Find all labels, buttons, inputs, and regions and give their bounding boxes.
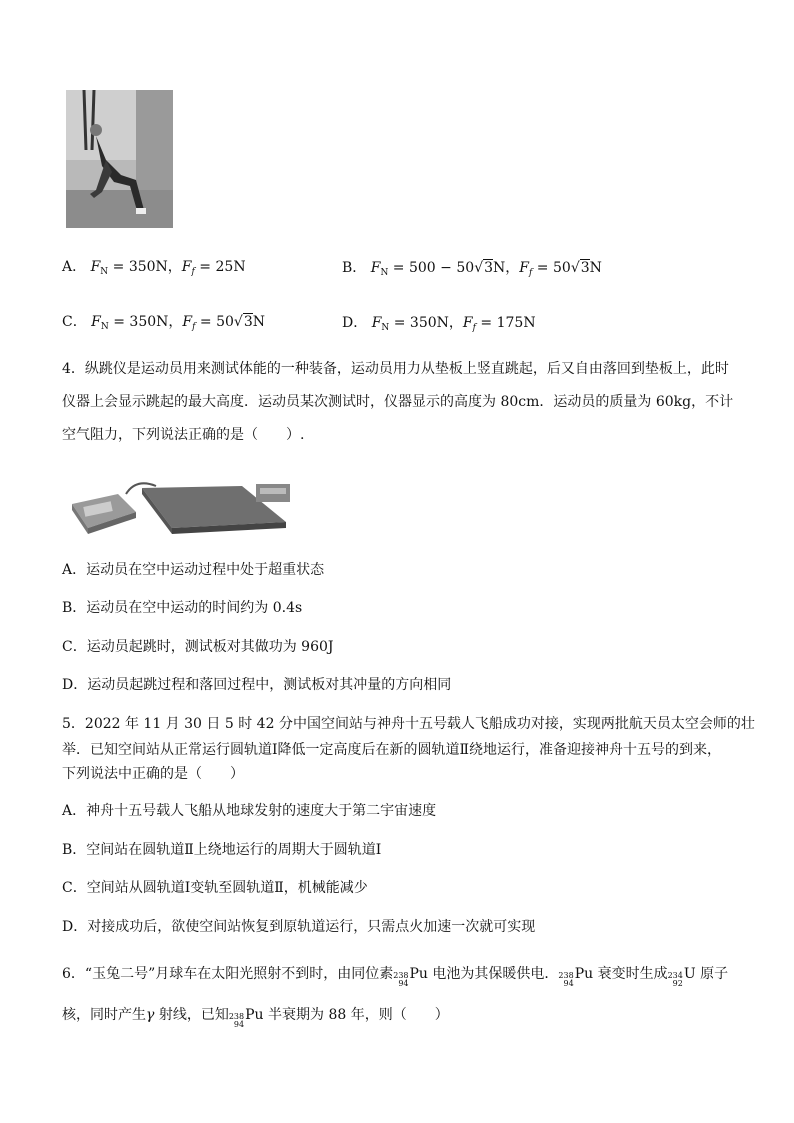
athlete-photo: [66, 90, 173, 228]
q4-option-c: C．运动员起跳时，测试板对其做功为 960J: [62, 639, 334, 655]
q4-stem-line3: 空气阻力，下列说法正确的是（ ）.: [62, 427, 305, 443]
q4-option-a: A．运动员在空中运动过程中处于超重状态: [62, 562, 325, 578]
q3-option-d: D． $F_N = 350N$，$F_f = 175N$: [342, 315, 536, 333]
q3-option-a: A． $F_N = 350N$，$F_f = 25N$: [62, 259, 246, 277]
q5-option-b: B．空间站在圆轨道Ⅱ上绕地运行的周期大于圆轨道Ⅰ: [62, 842, 382, 858]
q3-option-c: C． $F_N = 350N$，$F_f = 50√3N$: [62, 314, 266, 332]
q4-option-b: B．运动员在空中运动的时间约为 0.4s: [62, 600, 303, 616]
jump-tester-device-figure: [66, 466, 306, 546]
q4-option-d: D．运动员起跳过程和落回过程中，测试板对其冲量的方向相同: [62, 677, 452, 693]
u-nuclide-numbers: 234 92: [667, 971, 683, 988]
q5-option-c: C．空间站从圆轨道Ⅰ变轨至圆轨道Ⅱ，机械能减少: [62, 880, 368, 896]
q5-option-d: D．对接成功后，欲使空间站恢复到原轨道运行，只需点火加速一次就可实现: [62, 919, 536, 935]
q5-stem-line3: 下列说法中正确的是（ ）: [62, 766, 244, 782]
q5-option-a: A．神舟十五号载人飞船从地球发射的速度大于第二宇宙速度: [62, 803, 437, 819]
q3-option-b: B． $F_N = 500 - 50√3N$，$F_f = 50√3N$: [342, 260, 602, 278]
q5-stem-line2: 举．已知空间站从正常运行圆轨道Ⅰ降低一定高度后在新的圆轨道Ⅱ绕地运行，准备迎接神舟十五号的到来，: [62, 742, 722, 758]
q6-stem-line2: 核，同时产生γ 射线，已知 238 94 Pu 半衰期为 88 年，则（ ）: [62, 1007, 449, 1029]
pu-nuclide-numbers: 238 94: [393, 971, 409, 988]
q5-stem-line1: 5．2022 年 11 月 30 日 5 时 42 分中国空间站与神舟十五号载人飞船成功对接，实现两批航天员太空会师的壮: [62, 716, 755, 732]
q4-stem-line2: 仪器上会显示跳起的最大高度．运动员某次测试时，仪器显示的高度为 80cm．运动员的质量为 60kg，不计: [62, 394, 734, 410]
q6-stem-line1: 6．“玉兔二号”月球车在太阳光照射不到时，由同位素 238 94 Pu 电池为其保暖供电． 238 94 Pu 衰变时生成 234 92 U 原子: [62, 966, 729, 988]
q4-stem-line1: 4．纵跳仪是运动员用来测试体能的一种装备，运动员用力从垫板上竖直跳起，后又自由落回到垫板上，此时: [62, 361, 729, 377]
